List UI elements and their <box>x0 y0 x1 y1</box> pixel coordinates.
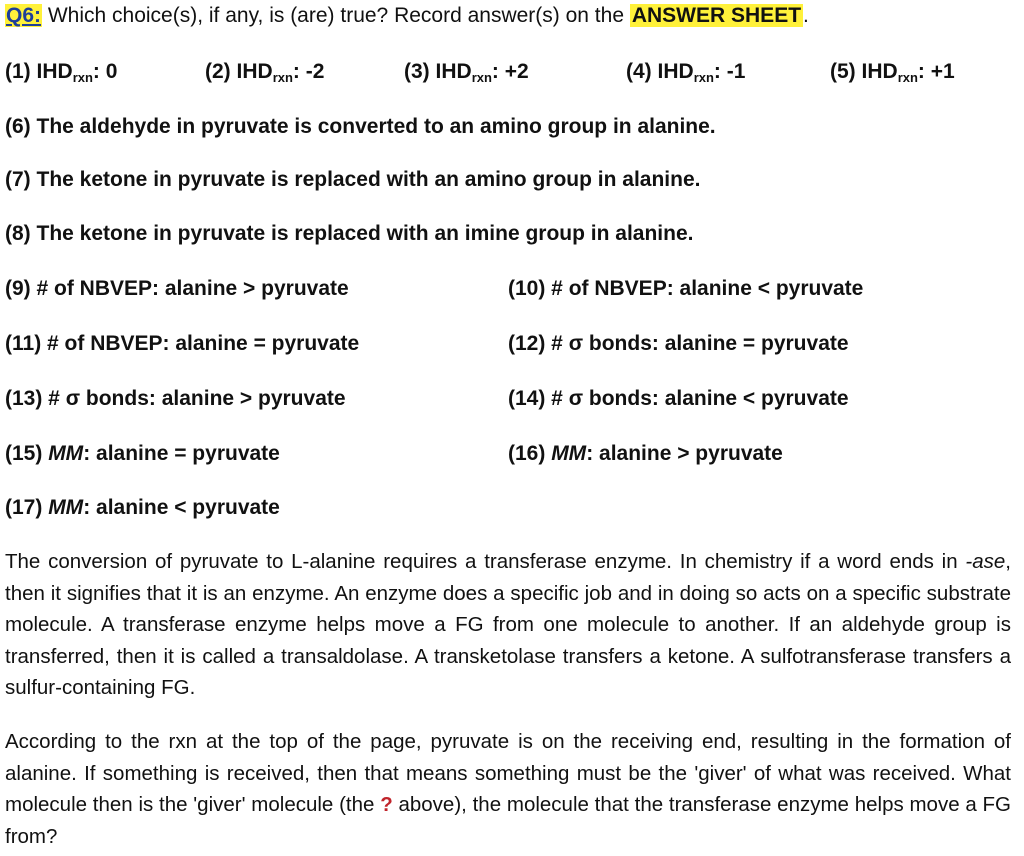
choice-3: (3) $IHD_{rxn}$: +2 <box>404 60 529 85</box>
choice-10: (10) # of NBVEP: alanine < pyruvate <box>508 277 864 300</box>
choice-12: (12) # σ bonds: alanine = pyruvate <box>508 332 849 355</box>
choice-5: (5) $IHD_{rxn}$: +1 <box>830 60 955 85</box>
choice-9: (9) # of NBVEP: alanine > pyruvate <box>5 277 349 300</box>
choice-13: (13) # σ bonds: alanine > pyruvate <box>5 387 346 410</box>
choice-11: (11) # of NBVEP: alanine = pyruvate <box>5 332 360 355</box>
question-mark-reference: ? <box>380 793 393 816</box>
choice-6: (6) The aldehyde in pyruvate is converted to an amino group in alanine. <box>5 115 716 138</box>
paragraph-transferase: The conversion of pyruvate to L-alanine requires a transferase enzyme. In chemistry if a word ends in -ase, then it signifies that it is an enzyme. An enzyme does a specific job and in doing so acts on a specific substrate molecule. A transferase enzyme helps move a FG from one molecule to another. If an aldehyde group is transferred, then it is called a transaldolase. A transketolase transfers a ketone. A sulfotransferase transfers a sulfur-containing FG. <box>5 550 1011 699</box>
choice-7: (7) The ketone in pyruvate is replaced with an amino group in alanine. <box>5 168 701 191</box>
choice-4: (4) $IHD_{rxn}$: -1 <box>626 60 746 85</box>
question-text: Which choice(s), if any, is (are) true? Record answer(s) on the <box>42 4 630 27</box>
question-header: Q6: Which choice(s), if any, is (are) true? Record answer(s) on the ANSWER SHEET. <box>6 4 809 27</box>
paragraph-giver-question: According to the rxn at the top of the page, pyruvate is on the receiving end, resulting in the formation of alanine. If something is received, then that means something must be the 'giver' of what was received. What molecule then is the 'giver' molecule (the ? above), the molecule that the transferase enzyme helps move a FG from? <box>5 730 1011 848</box>
choice-1: (1) $IHD_{rxn}$: 0 <box>5 60 118 85</box>
choice-2: (2) $IHD_{rxn}$: -2 <box>205 60 325 85</box>
choice-17: (17) MM: alanine < pyruvate <box>5 496 280 519</box>
question-label: Q6: <box>6 4 42 27</box>
choice-8: (8) The ketone in pyruvate is replaced with an imine group in alanine. <box>5 222 694 245</box>
choice-15: (15) MM: alanine = pyruvate <box>5 442 280 465</box>
choice-14: (14) # σ bonds: alanine < pyruvate <box>508 387 849 410</box>
choice-16: (16) MM: alanine > pyruvate <box>508 442 783 465</box>
answer-sheet-highlight: ANSWER SHEET <box>631 4 802 27</box>
